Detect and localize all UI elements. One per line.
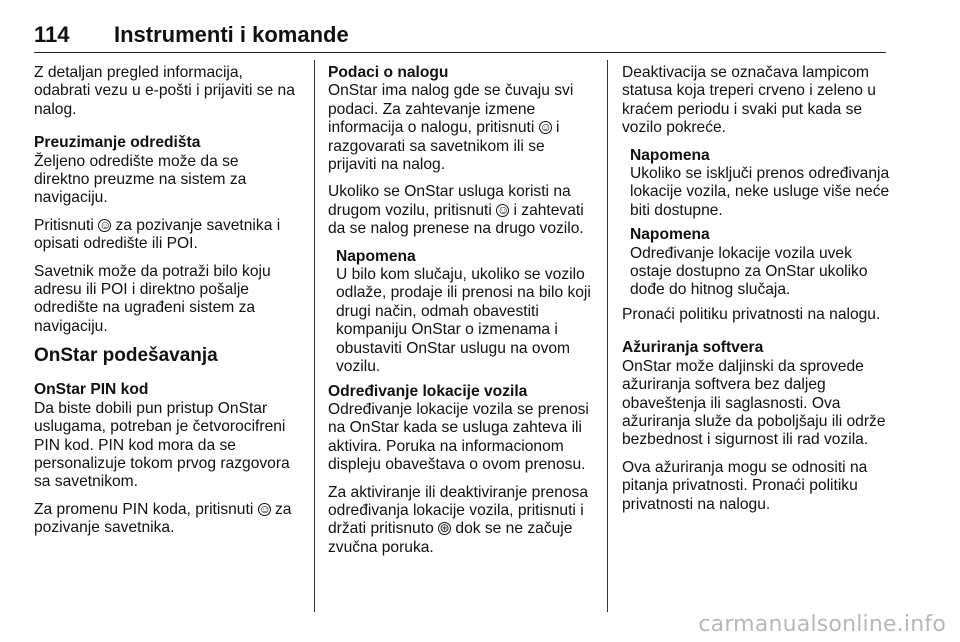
paragraph: Ova ažuriranja mogu se odnositi na pitanja privatnosti. Pronaći politiku privatnosti na nalogu. <box>622 458 868 513</box>
subheading-location: Određivanje lokacije vozila <box>328 382 528 400</box>
note-title: Napomena <box>630 146 710 164</box>
column-2 <box>328 64 592 566</box>
paragraph: Željeno odredište može da se direktno preuzme na sistem za navigaciju. <box>34 152 247 207</box>
subheading-software: Ažuriranja softvera <box>622 339 764 357</box>
subheading-pin: OnStar PIN kod <box>34 381 149 399</box>
paragraph: OnStar može daljinski da sprovede ažuriranja softvera bez daljeg obaveštenja ili saglasnosti. Ova ažuriranja služe da poboljšaju ili održe bezbednost i sigurnost ili rad vozila. <box>622 357 886 449</box>
paragraph: Deaktivacija se označava lampicom statusa koja treperi crveno i zeleno u kraćem periodu i svaki put kada se vozilo pokreće. <box>622 64 876 137</box>
note-text: Određivanje lokacije vozila uvek ostaje dostupno za OnStar ukoliko dođe do hitnog slučaja. <box>630 244 868 299</box>
column-3 <box>622 64 890 523</box>
paragraph: Da biste dobili pun pristup OnStar uslugama, potreban je četvorocifreni PIN kod. PIN kod mora da se personalizuje tokom prvog razgovora sa savetnikom. <box>34 399 290 491</box>
intro-paragraph: Z detaljan pregled informacija, odabrati vezu u e-pošti i prijaviti se na nalog. <box>34 64 295 118</box>
page-number: 114 <box>34 22 70 47</box>
column-divider-2 <box>607 60 608 612</box>
note-text: Ukoliko se isključi prenos određivanja lokacije vozila, neke usluge više neće biti dostupne. <box>630 165 890 219</box>
onstar-advisor-icon: ☺ <box>539 120 552 135</box>
note-title: Napomena <box>630 226 710 244</box>
onstar-advisor-icon: ☺ <box>497 202 510 217</box>
paragraph: Pritisnuti ☺ za pozivanje savetnika i opisati odredište ili POI. <box>34 216 281 253</box>
section-title: OnStar podešavanja <box>34 345 218 367</box>
note-text: U bilo kom slučaju, ukoliko se vozilo odlaže, prodaje ili prenosi na bilo koji drugi način, odmah obavestiti kompaniju OnStar o izmenama i obustaviti OnStar uslugu na ovom vozilu. <box>336 266 591 376</box>
column-1 <box>34 64 298 547</box>
onstar-privacy-icon: ⊛ <box>439 521 450 536</box>
subheading-destination: Preuzimanje odredišta <box>34 134 201 152</box>
column-divider-1 <box>314 60 315 612</box>
note-box <box>328 248 592 377</box>
paragraph: Pronaći politiku privatnosti na nalogu. <box>622 305 881 323</box>
note-box <box>622 226 890 300</box>
subheading-account: Podaci o nalogu <box>328 64 449 81</box>
onstar-advisor-icon: ☺ <box>99 217 112 232</box>
onstar-advisor-icon: ☺ <box>258 501 271 516</box>
paragraph: OnStar ima nalog gde se čuvaju svi podaci. Za zahtevanje izmene informacija o nalogu, pritisnuti ☺ i razgovarati sa savetnikom ili se prijaviti na nalog. <box>328 82 574 174</box>
paragraph: Za aktiviranje ili deaktiviranje prenosa određivanja lokacije vozila, pritisnuti i držati pritisnuto ⊛ dok se ne začuje zvučna poruka. <box>328 483 589 556</box>
paragraph: Savetnik može da potraži bilo koju adresu ili POI i direktno pošalje odredište na ugrađeni sistem za navigaciju. <box>34 262 271 335</box>
watermark: carmanualsonline.info <box>698 612 946 637</box>
paragraph: Određivanje lokacije vozila se prenosi na OnStar kada se usluga zahteva ili aktivira. Poruka na informacionom displeju obaveštava o ovom prenosu. <box>328 400 589 474</box>
page-title: Instrumenti i komande <box>114 22 349 47</box>
note-title: Napomena <box>336 247 416 265</box>
paragraph: Ukoliko se OnStar usluga koristi na drugom vozilu, pritisnuti ☺ i zahtevati da se nalog prenese na drugo vozilo. <box>328 183 584 238</box>
paragraph: Za promenu PIN koda, pritisnuti ☺ za pozivanje savetnika. <box>34 500 292 537</box>
note-box <box>622 147 890 221</box>
page-header <box>34 22 886 53</box>
